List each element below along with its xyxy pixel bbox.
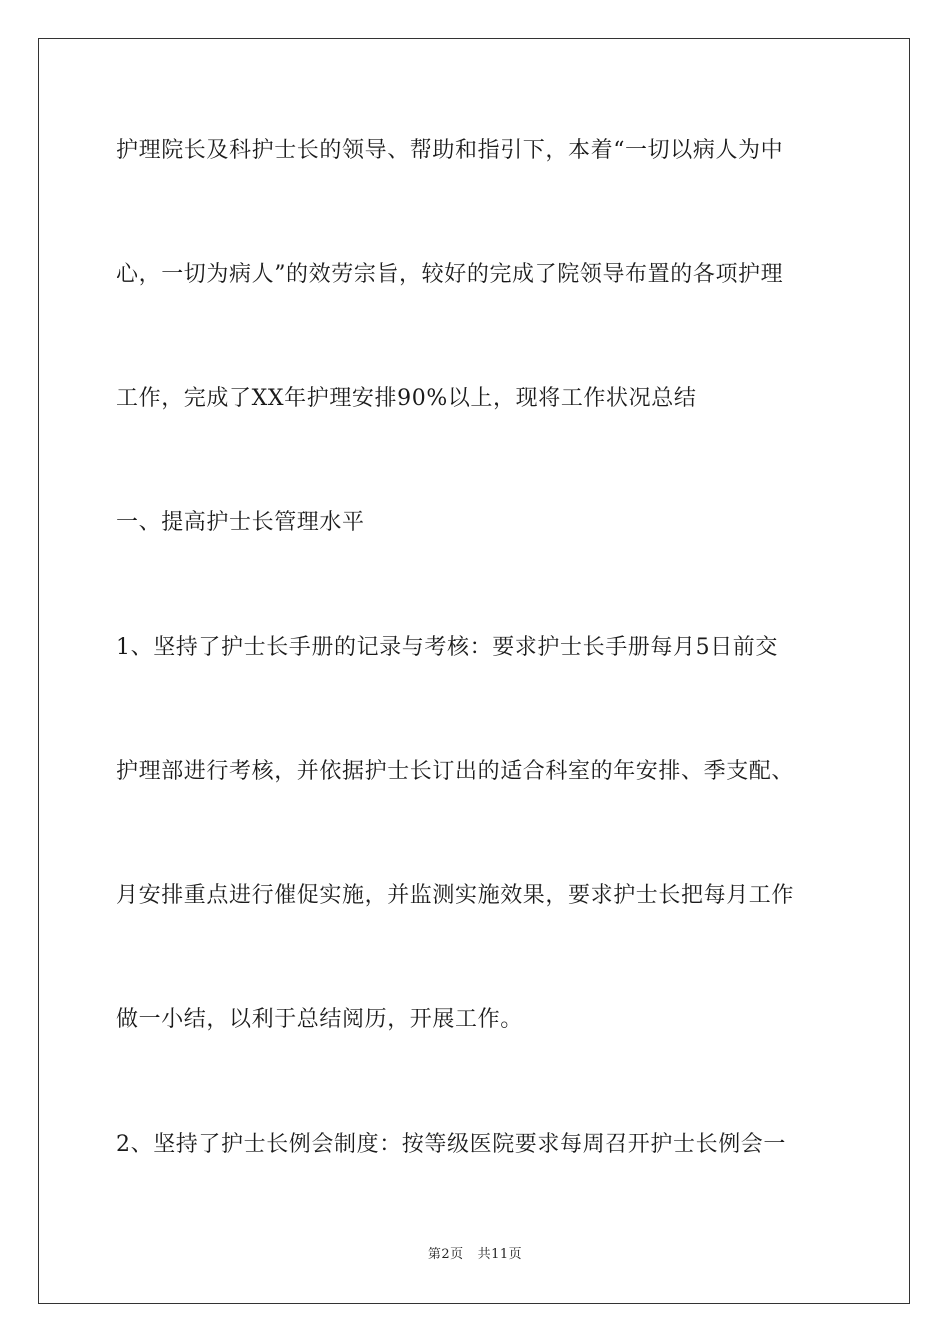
page-number: 第2页 <box>427 1247 464 1262</box>
page-count: 共11页 <box>477 1247 523 1262</box>
paragraph-line: 做一小结，以利于总结阅历，开展工作。 <box>116 1007 523 1032</box>
section-heading: 一、提高护士长管理水平 <box>116 510 365 535</box>
page-border <box>38 38 910 1304</box>
paragraph-line: 心，一切为病人”的效劳宗旨，较好的完成了院领导布置的各项护理 <box>116 262 784 287</box>
paragraph-line: 护理部进行考核，并依据护士长订出的适合科室的年安排、季支配、 <box>116 759 795 784</box>
paragraph-line: 月安排重点进行催促实施，并监测实施效果，要求护士长把每月工作 <box>116 883 795 908</box>
page-footer <box>0 1246 950 1264</box>
paragraph-line: 护理院长及科护士长的领导、帮助和指引下，本着“一切以病人为中 <box>116 138 784 163</box>
paragraph-line: 1、坚持了护士长手册的记录与考核：要求护士长手册每月5日前交 <box>116 635 778 660</box>
paragraph-line: 工作，完成了XX年护理安排90%以上，现将工作状况总结 <box>116 386 697 411</box>
paragraph-line: 2、坚持了护士长例会制度：按等级医院要求每周召开护士长例会一 <box>116 1132 786 1157</box>
